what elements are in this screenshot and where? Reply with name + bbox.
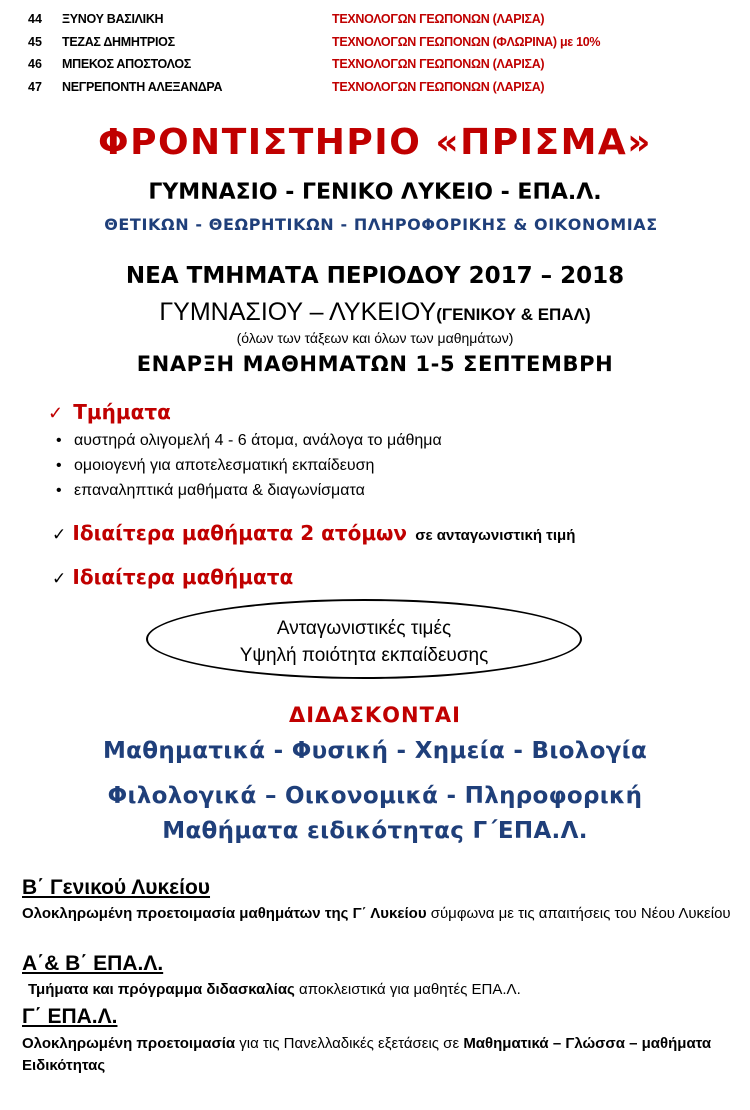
period-levels-small: (ΓΕΝΙΚΟΥ & ΕΠΑΛ) <box>436 305 591 324</box>
section-text-bold: Ολοκληρωμένη προετοιμασία μαθημάτων της Γ΄ Λυκείου <box>22 905 427 922</box>
results-list <box>0 8 750 98</box>
result-number: 46 <box>28 57 42 71</box>
list-item: • ομοιογενή για αποτελεσματική εκπαίδευση <box>56 457 442 482</box>
section-text-bold: Ολοκληρωμένη προετοιμασία <box>22 1035 236 1052</box>
private-label: Ιδιαίτερα μαθήματα <box>72 565 294 589</box>
result-department: ΤΕΧΝΟΛΟΓΩΝ ΓΕΩΠΟΝΩΝ (ΛΑΡΙΣΑ) <box>332 12 545 26</box>
period-note: (όλων των τάξεων και όλων των μαθημάτων) <box>236 330 514 346</box>
section-heading-b-lyceum: Β΄ Γενικού Λυκείου <box>22 876 211 899</box>
sections-label: Τμήματα <box>73 400 171 424</box>
start-date: ΕΝΑΡΞΗ ΜΑΘΗΜΑΤΩΝ 1-5 ΣΕΠΤΕΜΒΡΗ <box>136 352 614 376</box>
section-text-rest: αποκλειστικά για μαθητές ΕΠΑ.Λ. <box>294 981 521 998</box>
section-text-bold: Μαθηματικά – Γλώσσα – μαθήματα Ειδικότητας <box>22 1035 712 1074</box>
check-item-sections <box>48 400 171 424</box>
list-item <box>0 53 750 76</box>
oval-line-quality: Υψηλή ποιότητα εκπαίδευσης <box>239 645 489 666</box>
period-title: ΝΕΑ ΤΜΗΜΑΤΑ ΠΕΡΙΟΔΟΥ 2017 – 2018 <box>125 263 625 289</box>
check-icon: ✓ <box>52 525 67 544</box>
section-text-rest: για τις Πανελλαδικές εξετάσεις σε <box>235 1035 464 1052</box>
list-item: • αυστηρά ολιγομελή 4 - 6 άτομα, ανάλογα το μάθημα <box>56 432 442 457</box>
taught-heading: ΔΙΔΑΣΚΟΝΤΑΙ <box>288 703 461 727</box>
private-two-label: Ιδιαίτερα μαθήματα 2 ατόμων <box>72 521 408 545</box>
result-name: ΜΠΕΚΟΣ ΑΠΟΣΤΟΛΟΣ <box>62 57 191 71</box>
sections-bullet-list <box>56 432 442 507</box>
subjects-line-sciences: Μαθηματικά - Φυσική - Χημεία - Βιολογία <box>102 738 648 764</box>
result-name: ΝΕΓΡΕΠΟΝΤΗ ΑΛΕΞΑΝΔΡΑ <box>62 79 223 94</box>
result-number: 47 <box>28 79 42 94</box>
result-number: 44 <box>28 12 42 26</box>
result-department: ΤΕΧΝΟΛΟΓΩΝ ΓΕΩΠΟΝΩΝ (ΛΑΡΙΣΑ) <box>332 57 545 71</box>
private-two-suffix: σε ανταγωνιστική τιμή <box>415 527 576 544</box>
check-icon: ✓ <box>48 403 64 423</box>
result-name: ΤΕΖΑΣ ΔΗΜΗΤΡΙΟΣ <box>62 34 175 49</box>
result-number: 45 <box>28 34 42 49</box>
section-text-bold: Τμήματα και πρόγραμμα διδασκαλίας <box>28 981 295 998</box>
section-text-rest: σύμφωνα με τις απαιτήσεις του Νέου Λυκείου <box>426 905 731 922</box>
result-department: ΤΕΧΝΟΛΟΓΩΝ ΓΕΩΠΟΝΩΝ (ΦΛΩΡΙΝΑ) με 10% <box>332 34 601 49</box>
section-text-g-epal <box>22 1033 732 1077</box>
check-item-private-two <box>52 521 575 545</box>
period-levels <box>0 298 750 327</box>
section-heading-g-epal: Γ΄ ΕΠΑ.Λ. <box>22 1005 118 1028</box>
result-department: ΤΕΧΝΟΛΟΓΩΝ ΓΕΩΠΟΝΩΝ (ΛΑΡΙΣΑ) <box>332 79 545 94</box>
section-heading-ab-epal: Α΄& Β΄ ΕΠΑ.Λ. <box>22 952 164 975</box>
subjects-line-specialty: Μαθήματα ειδικότητας Γ΄ΕΠΑ.Λ. <box>162 818 588 844</box>
oval-line-prices: Ανταγωνιστικές τιμές <box>276 618 452 639</box>
section-text-ab-epal <box>28 979 738 1001</box>
result-name: ΞΥΝΟΥ ΒΑΣΙΛΙΚΗ <box>62 12 164 26</box>
check-item-private <box>52 565 293 589</box>
directions-heading: ΘΕΤΙΚΩΝ - ΘΕΩΡΗΤΙΚΩΝ - ΠΛΗΡΟΦΟΡΙΚΗΣ & ΟΙΚΟΝΟΜΙΑΣ <box>104 215 658 234</box>
page-title: ΦΡΟΝΤΙΣΤΗΡΙΟ «ΠΡΙΣΜΑ» <box>97 122 653 163</box>
subjects-line-humanities: Φιλολογικά – Οικονομικά - Πληροφορική <box>107 783 643 809</box>
list-item: • επαναληπτικά μαθήματα & διαγωνίσματα <box>56 482 442 507</box>
list-item <box>0 8 750 31</box>
check-icon: ✓ <box>52 569 67 588</box>
list-item <box>0 76 750 99</box>
list-item <box>0 31 750 54</box>
school-levels-heading: ΓΥΜΝΑΣΙΟ - ΓΕΝΙΚΟ ΛΥΚΕΙΟ - ΕΠΑ.Λ. <box>148 180 602 205</box>
section-text-b-lyceum <box>22 903 732 925</box>
period-levels-main: ΓΥΜΝΑΣΙΟΥ – ΛΥΚΕΙΟΥ <box>159 298 437 326</box>
